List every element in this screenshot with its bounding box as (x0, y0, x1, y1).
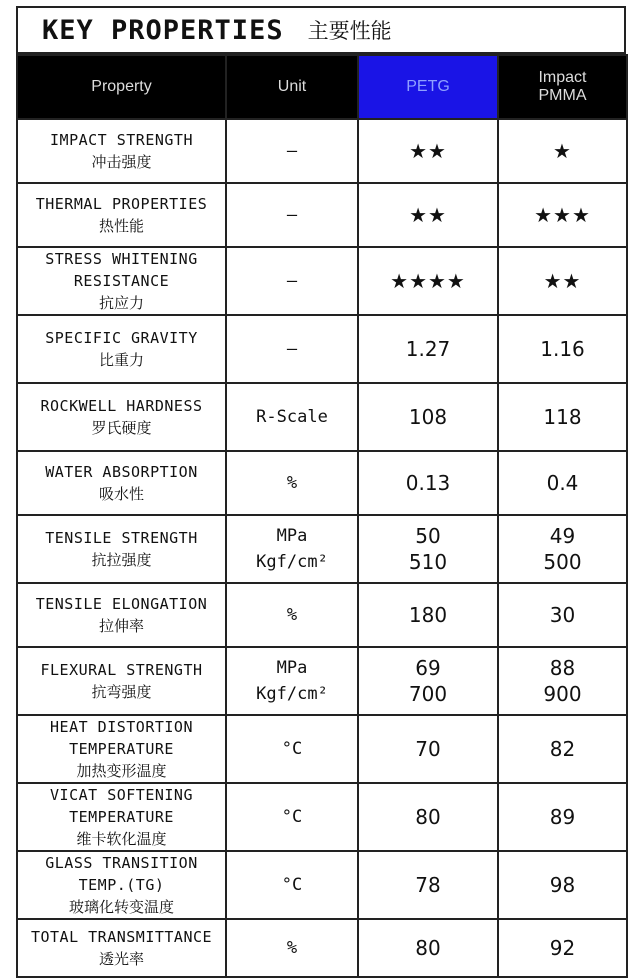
property-name-chinese: 加热变形温度 (76, 762, 167, 780)
table-row (17, 647, 627, 715)
property-cell (17, 647, 226, 715)
petg-value: 50 (415, 524, 441, 548)
property-name-chinese: 玻璃化转变温度 (68, 898, 174, 916)
table-row (17, 919, 627, 977)
property-cell (17, 247, 226, 315)
unit-cell (226, 783, 358, 851)
petg-value: ★★★★ (390, 269, 466, 293)
property-cell (17, 183, 226, 247)
unit-value: % (286, 473, 298, 493)
unit-value: % (286, 605, 298, 625)
property-name-line2: TEMPERATURE (69, 740, 174, 758)
table-row (17, 383, 627, 451)
pmma-cell (498, 783, 627, 851)
pmma-cell (498, 715, 627, 783)
pmma-cell (498, 247, 627, 315)
table-row (17, 451, 627, 515)
property-name-chinese: 抗拉强度 (91, 551, 152, 569)
petg-value: 69 (415, 656, 441, 680)
unit-cell (226, 451, 358, 515)
property-name: TENSILE STRENGTH (45, 529, 198, 547)
pmma-value: 30 (549, 603, 576, 627)
unit-cell (226, 247, 358, 315)
table-body (17, 119, 627, 977)
petg-value: 180 (408, 603, 448, 627)
table-row (17, 247, 627, 315)
petg-cell (358, 515, 498, 583)
property-cell (17, 851, 226, 919)
property-name: IMPACT STRENGTH (50, 131, 193, 149)
header-row (17, 55, 627, 119)
header-property: Property (17, 55, 226, 119)
pmma-cell (498, 515, 627, 583)
table-row (17, 715, 627, 783)
property-name-line2: TEMP.(TG) (78, 876, 165, 894)
pmma-cell (498, 647, 627, 715)
page-title-chinese: 主要性能 (307, 19, 392, 43)
property-name-chinese: 冲击强度 (91, 153, 152, 171)
unit-cell (226, 919, 358, 977)
petg-cell (358, 315, 498, 383)
unit-cell (226, 851, 358, 919)
pmma-value: 118 (543, 405, 582, 429)
pmma-value-line2: 500 (543, 550, 582, 574)
petg-cell (358, 919, 498, 977)
properties-table (16, 54, 628, 978)
table-row (17, 515, 627, 583)
petg-cell (358, 715, 498, 783)
petg-value: 0.13 (405, 471, 451, 495)
unit-cell (226, 715, 358, 783)
pmma-value: 92 (549, 936, 576, 960)
unit-cell (226, 183, 358, 247)
unit-value: °C (281, 875, 303, 895)
unit-cell (226, 647, 358, 715)
pmma-cell (498, 919, 627, 977)
property-name-chinese: 比重力 (98, 351, 144, 369)
unit-value: — (286, 205, 298, 225)
property-name-chinese: 罗氏硬度 (91, 419, 152, 437)
property-cell (17, 383, 226, 451)
property-name-line2: RESISTANCE (73, 272, 170, 290)
unit-value: MPa (276, 526, 308, 546)
pmma-cell (498, 851, 627, 919)
pmma-cell (498, 119, 627, 183)
property-name: FLEXURAL STRENGTH (40, 661, 203, 679)
property-name: SPECIFIC GRAVITY (45, 329, 198, 347)
table-row (17, 583, 627, 647)
unit-value: — (286, 141, 298, 161)
petg-cell (358, 783, 498, 851)
pmma-value-line2: 900 (543, 682, 582, 706)
property-name-chinese: 吸水性 (98, 485, 144, 503)
property-cell (17, 783, 226, 851)
petg-value: ★★ (409, 139, 447, 163)
property-name-chinese: 热性能 (98, 217, 144, 235)
petg-value: ★★ (409, 203, 447, 227)
unit-value: MPa (276, 658, 308, 678)
pmma-value: 98 (549, 873, 576, 897)
pmma-value: 88 (549, 656, 576, 680)
pmma-cell (498, 383, 627, 451)
property-cell (17, 583, 226, 647)
property-name: GLASS TRANSITION (45, 854, 198, 872)
unit-value: R-Scale (256, 407, 328, 427)
page-title: KEY PROPERTIES (42, 14, 284, 46)
petg-cell (358, 647, 498, 715)
pmma-cell (498, 451, 627, 515)
property-name: VICAT SOFTENING (50, 786, 193, 804)
unit-value: °C (281, 807, 303, 827)
property-name: STRESS WHITENING (45, 250, 198, 268)
petg-cell (358, 583, 498, 647)
petg-cell (358, 851, 498, 919)
property-cell (17, 715, 226, 783)
property-name-chinese: 抗弯强度 (91, 683, 152, 701)
table-row (17, 783, 627, 851)
petg-value: 78 (415, 873, 441, 897)
petg-cell (358, 451, 498, 515)
pmma-value: ★★★ (534, 203, 591, 227)
petg-value: 80 (415, 805, 441, 829)
petg-value: 80 (415, 936, 441, 960)
property-name: THERMAL PROPERTIES (35, 195, 208, 213)
unit-value-line2: Kgf/cm² (256, 552, 328, 572)
header-pmma-line1: Impact (538, 69, 587, 86)
header-impact-pmma (498, 55, 627, 119)
property-name-chinese: 拉伸率 (98, 617, 144, 635)
pmma-value: 49 (549, 524, 576, 548)
petg-value-line2: 700 (408, 682, 448, 706)
property-name-chinese: 透光率 (98, 950, 144, 968)
table-row (17, 315, 627, 383)
unit-cell (226, 383, 358, 451)
unit-cell (226, 515, 358, 583)
property-name: TOTAL TRANSMITTANCE (30, 928, 213, 946)
property-name: ROCKWELL HARDNESS (40, 397, 203, 415)
property-cell (17, 119, 226, 183)
table-row (17, 183, 627, 247)
unit-value: % (286, 938, 298, 958)
pmma-cell (498, 583, 627, 647)
property-cell (17, 315, 226, 383)
petg-value: 108 (408, 405, 448, 429)
pmma-value: 1.16 (540, 337, 585, 361)
title-bar (16, 6, 626, 54)
petg-value-line2: 510 (408, 550, 448, 574)
pmma-value: 82 (549, 737, 576, 761)
property-name-chinese: 抗应力 (98, 294, 144, 312)
property-name: TENSILE ELONGATION (35, 595, 208, 613)
header-pmma-line2: PMMA (538, 87, 587, 104)
property-name-line2: TEMPERATURE (69, 808, 174, 826)
petg-cell (358, 119, 498, 183)
pmma-value: 89 (549, 805, 576, 829)
unit-cell (226, 315, 358, 383)
pmma-value: 0.4 (546, 471, 579, 495)
petg-cell (358, 183, 498, 247)
unit-value: — (286, 271, 298, 291)
table-row (17, 851, 627, 919)
pmma-cell (498, 183, 627, 247)
property-cell (17, 919, 226, 977)
unit-cell (226, 119, 358, 183)
table-row (17, 119, 627, 183)
property-cell (17, 515, 226, 583)
pmma-value: ★ (553, 139, 572, 163)
property-name-chinese: 维卡软化温度 (76, 830, 167, 848)
property-name: HEAT DISTORTION (50, 718, 193, 736)
unit-value: — (286, 339, 298, 359)
petg-cell (358, 247, 498, 315)
unit-value-line2: Kgf/cm² (256, 684, 328, 704)
petg-value: 1.27 (405, 337, 451, 361)
header-petg: PETG (358, 55, 498, 119)
property-name: WATER ABSORPTION (45, 463, 198, 481)
petg-cell (358, 383, 498, 451)
unit-cell (226, 583, 358, 647)
unit-value: °C (281, 739, 303, 759)
header-unit: Unit (226, 55, 358, 119)
petg-value: 70 (415, 737, 441, 761)
pmma-cell (498, 315, 627, 383)
pmma-value: ★★ (543, 269, 582, 293)
property-cell (17, 451, 226, 515)
